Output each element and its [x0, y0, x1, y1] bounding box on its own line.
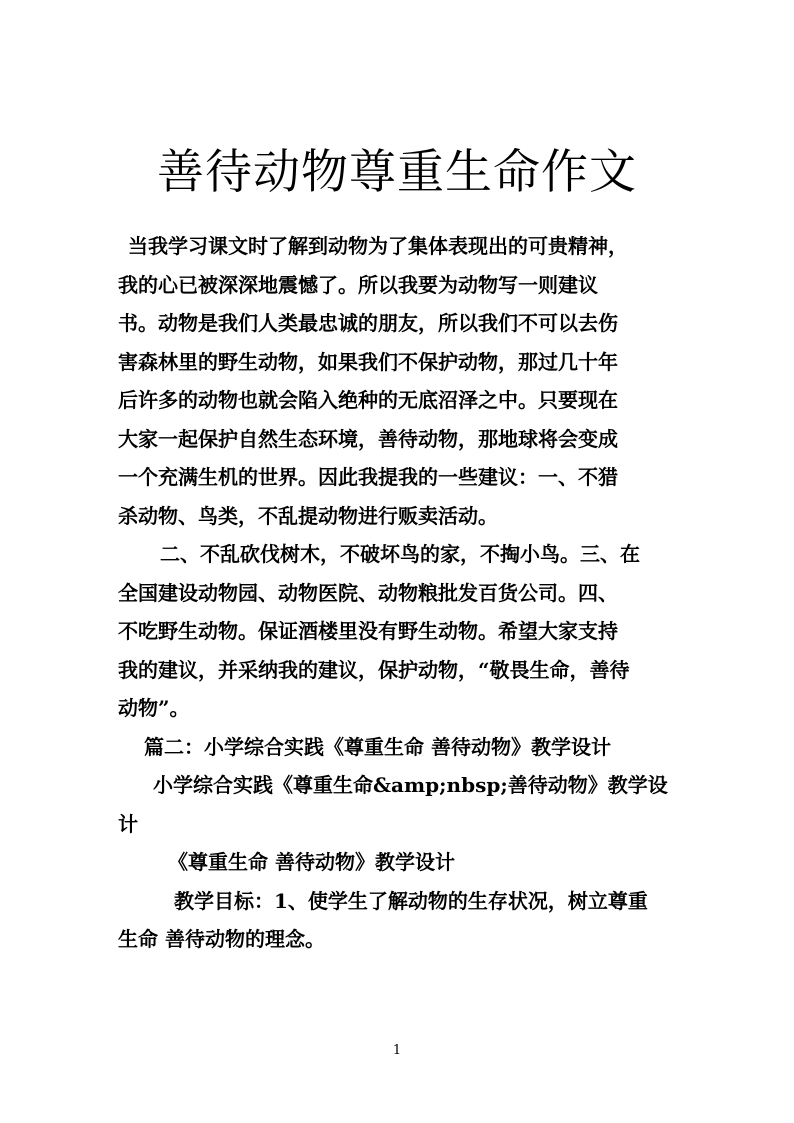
- body-line: 二、不乱砍伐树木，不破坏鸟的家，不掏小鸟。三、在: [160, 542, 640, 566]
- body-line: 动物”。: [118, 696, 190, 720]
- body-line: 害森林里的野生动物，如果我们不保护动物，那过几十年: [118, 349, 618, 374]
- body-line: 大家一起保护自然生态环境，善待动物，那地球将会变成: [118, 426, 618, 451]
- body-line: 后许多的动物也就会陷入绝种的无底沼泽之中。只要现在: [118, 388, 618, 412]
- body-line: 书。动物是我们人类最忠诚的朋友，所以我们不可以去伤: [118, 311, 618, 335]
- page-number: 1: [392, 1043, 402, 1058]
- document-body: [118, 227, 678, 959]
- body-line: 全国建设动物园、动物医院、动物粮批发百货公司。四、: [118, 580, 618, 605]
- document-title: 善待动物尊重生命作文: [157, 145, 637, 200]
- section-heading: 篇二：小学综合实践《尊重生命 善待动物》教学设计: [144, 734, 611, 759]
- body-line: 当我学习课文时了解到动物为了集体表现出的可贵精神，: [128, 234, 628, 258]
- body-line: 小学综合实践《尊重生命&amp;nbsp;善待动物》教学设: [153, 773, 668, 797]
- body-line: 不吃野生动物。保证酒楼里没有野生动物。希望大家支持: [118, 619, 618, 643]
- body-line: 一个充满生机的世界。因此我提我的一些建议：一、不猎: [118, 465, 618, 489]
- body-line: 教学目标：1、使学生了解动物的生存状况，树立尊重: [174, 888, 648, 913]
- body-line: 我的心已被深深地震憾了。所以我要为动物写一则建议: [118, 272, 598, 297]
- body-line: 我的建议，并采纳我的建议，保护动物，“敬畏生命，善待: [118, 657, 630, 682]
- body-line: 计: [118, 811, 138, 836]
- subheading: 《尊重生命 善待动物》教学设计: [168, 850, 455, 874]
- body-line: 生命 善待动物的理念。: [118, 927, 325, 951]
- body-line: 杀动物、鸟类，不乱提动物进行贩卖活动。: [118, 503, 498, 528]
